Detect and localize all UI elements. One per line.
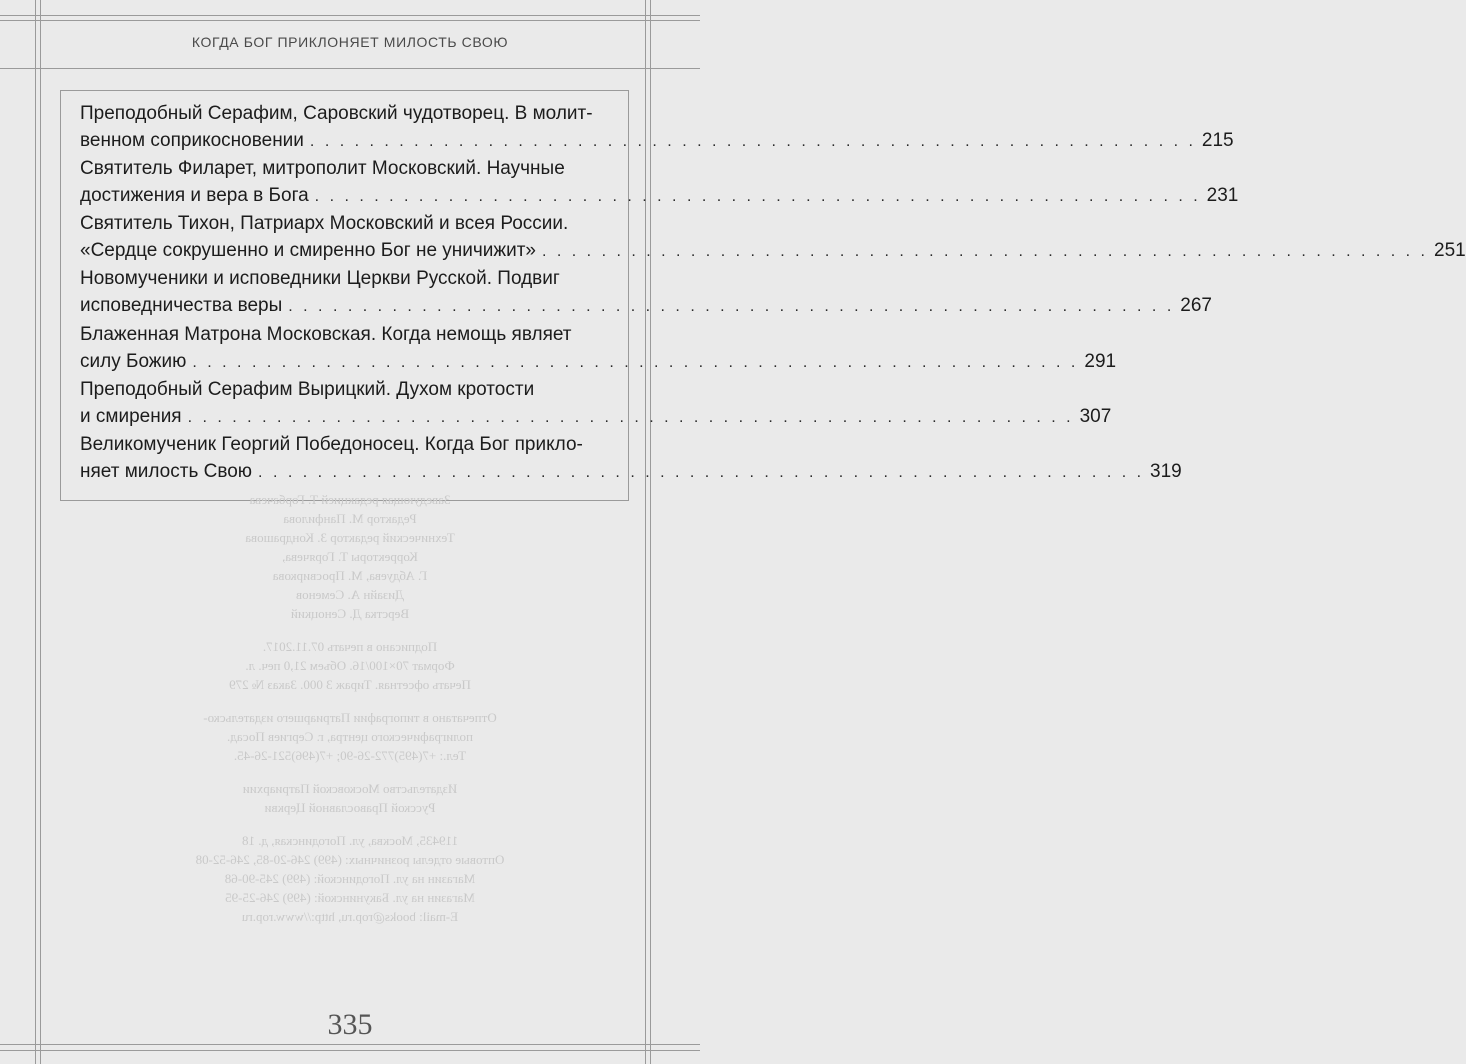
toc-entry [80,155,1239,210]
bleed-through-line: Печать офсетная. Тираж 3 000. Заказ № 279 [229,677,471,692]
frame-top-line-inner [0,20,700,21]
toc-entry-text: Святитель Тихон, Патриарх Московский и всея России. [80,213,569,234]
toc-page-number: 319 [1150,461,1182,482]
frame-header-rule [0,68,700,69]
toc-entry-text: «Сердце сокрушенно и смиренно Бог не уничижит» [80,240,536,261]
bleed-through-line: Верстка Д. Сеноцкий [290,606,410,621]
toc-entry [80,100,1234,155]
bleed-through-text [120,490,580,926]
bleed-through-line: 119435, Москва, ул. Погодинская, д. 18 [241,833,459,848]
frame-left-line-inner [40,0,41,1064]
frame-right-line-inner [645,0,646,1064]
bleed-through-line: Оптовые отделы розничных: (499) 246-20-85, 246-52-08 [195,852,505,867]
toc-entry-text: Святитель Филарет, митрополит Московский. Научные [80,158,565,179]
toc-page-number: 307 [1079,406,1112,427]
toc-entry-line [80,458,1182,486]
toc-leader-dots: . . . . . . . . . . . . . . . . . . . . . . . . . . . . . . . . . . . . . . . . . . . . . . . . . . . . . . . . . . . . [314,188,1201,205]
toc-entry-text: Новомученики и исповедники Церкви Русской. Подвиг [80,268,560,289]
toc-page-number: 267 [1180,295,1212,316]
toc-leader-dots: . . . . . . . . . . . . . . . . . . . . . . . . . . . . . . . . . . . . . . . . . . . . . . . . . . . . . . . . . . . . [192,354,1079,371]
bleed-through-line: Русской Православной Церкви [264,800,436,815]
toc-entry-line [80,321,600,348]
toc-entry-line [80,265,600,292]
bleed-through-line: Магазин на ул. Погодинской: (499) 245-90-68 [224,871,476,886]
bleed-through-line: Дизайн А. Семенов [296,587,404,602]
running-header: КОГДА БОГ ПРИКЛОНЯЕТ МИЛОСТЬ СВОЮ [191,34,509,50]
bleed-through-line: Технический редактор З. Кондрашова [245,530,455,545]
toc-entry-text: исповедничества веры [80,295,283,316]
toc-entry-text: и смирения [80,406,182,427]
toc-leader-dots: . . . . . . . . . . . . . . . . . . . . . . . . . . . . . . . . . . . . . . . . . . . . . . . . . . . . . . . . . . . . [288,298,1175,315]
bleed-through-line: Г. Абдуева, М. Просвиркова [272,568,428,583]
toc-entry-line [80,403,1112,431]
toc-entry [80,376,1112,431]
toc-entry-line [80,210,600,237]
bleed-through-line: Издательство Московской Патриархии [242,781,458,796]
bleed-through-line: Подписано в печать 07.11.2017. [262,639,438,654]
bleed-through-line [120,765,580,779]
toc-page-number: 231 [1206,185,1239,206]
bleed-through-line [120,817,580,831]
toc-entry-line [80,182,1239,210]
bleed-through-line: Тел.: +7(495)772-26-90; +7(496)521-26-45. [233,748,467,763]
bleed-through-line: Формат 70×100/16. Объем 21,0 печ. л. [245,658,455,673]
frame-right-line-outer [650,0,651,1064]
toc-entry-line [80,292,1212,320]
bleed-through-line: Редактор М. Панфилова [283,511,417,526]
toc-entry-line [80,348,1117,376]
toc-page-number: 215 [1201,130,1234,151]
toc-page-number: 291 [1084,351,1117,372]
toc-entry-line [80,127,1234,155]
toc-entry [80,321,1117,376]
bleed-through-line: Магазин на ул. Бакунинской: (499) 246-25-95 [225,890,475,905]
toc-entry-text: Преподобный Серафим, Саровский чудотворец. В молит- [80,103,593,124]
toc-entry [80,210,1466,265]
bleed-through-line [120,623,580,637]
frame-bottom-line-outer [0,1050,700,1051]
bleed-through-line [120,694,580,708]
bleed-through-line: E-mail: books@rop.ru, http://www.rop.ru [241,909,459,924]
frame-bottom-line-inner [0,1044,700,1045]
frame-left-line-outer [35,0,36,1064]
toc-leader-dots: . . . . . . . . . . . . . . . . . . . . . . . . . . . . . . . . . . . . . . . . . . . . . . . . . . . . . . . . . . . . [187,409,1074,426]
frame-inner-left-rule [60,90,61,500]
toc-leader-dots: . . . . . . . . . . . . . . . . . . . . . . . . . . . . . . . . . . . . . . . . . . . . . . . . . . . . . . . . . . . . [309,133,1196,150]
page-number: 335 [327,1008,373,1041]
toc-entry-line [80,431,600,458]
toc-entry-text: достижения и вера в Бога [80,185,309,206]
toc-entry-line [80,237,1466,265]
toc-entry-text: няет милость Свою [80,461,253,482]
toc-entry-line [80,100,600,127]
toc-leader-dots: . . . . . . . . . . . . . . . . . . . . . . . . . . . . . . . . . . . . . . . . . . . . . . . . . . . . . . . . . . . . [258,464,1145,481]
toc-entry-text: силу Божию [80,351,187,372]
toc-leader-dots: . . . . . . . . . . . . . . . . . . . . . . . . . . . . . . . . . . . . . . . . . . . . . . . . . . . . . . . . . . . . [542,243,1428,260]
toc-entry-text: венном соприкосновении [80,130,304,151]
toc-entry [80,431,1182,486]
frame-inner-top-rule [60,90,629,91]
bleed-through-line: Заведующая редакцией Т. Горбачева [249,492,451,507]
bleed-through-line: полиграфического центра, г. Сергиев Посад. [227,729,474,744]
bleed-through-line: Корректоры Т. Горячева, [282,549,418,564]
frame-top-line-outer [0,15,700,16]
toc-entry-line [80,155,600,182]
toc-entry [80,265,1212,320]
toc-entry-text: Великомученик Георгий Победоносец. Когда Бог прикло- [80,434,583,455]
toc-entry-text: Блаженная Матрона Московская. Когда немощь являет [80,324,572,345]
bleed-through-line: Отпечатано в типографии Патриаршего издательско- [203,710,497,725]
toc-page-number: 251 [1434,240,1466,261]
toc-entry-line [80,376,600,403]
toc-entry-text: Преподобный Серафим Вырицкий. Духом кротости [80,379,535,400]
